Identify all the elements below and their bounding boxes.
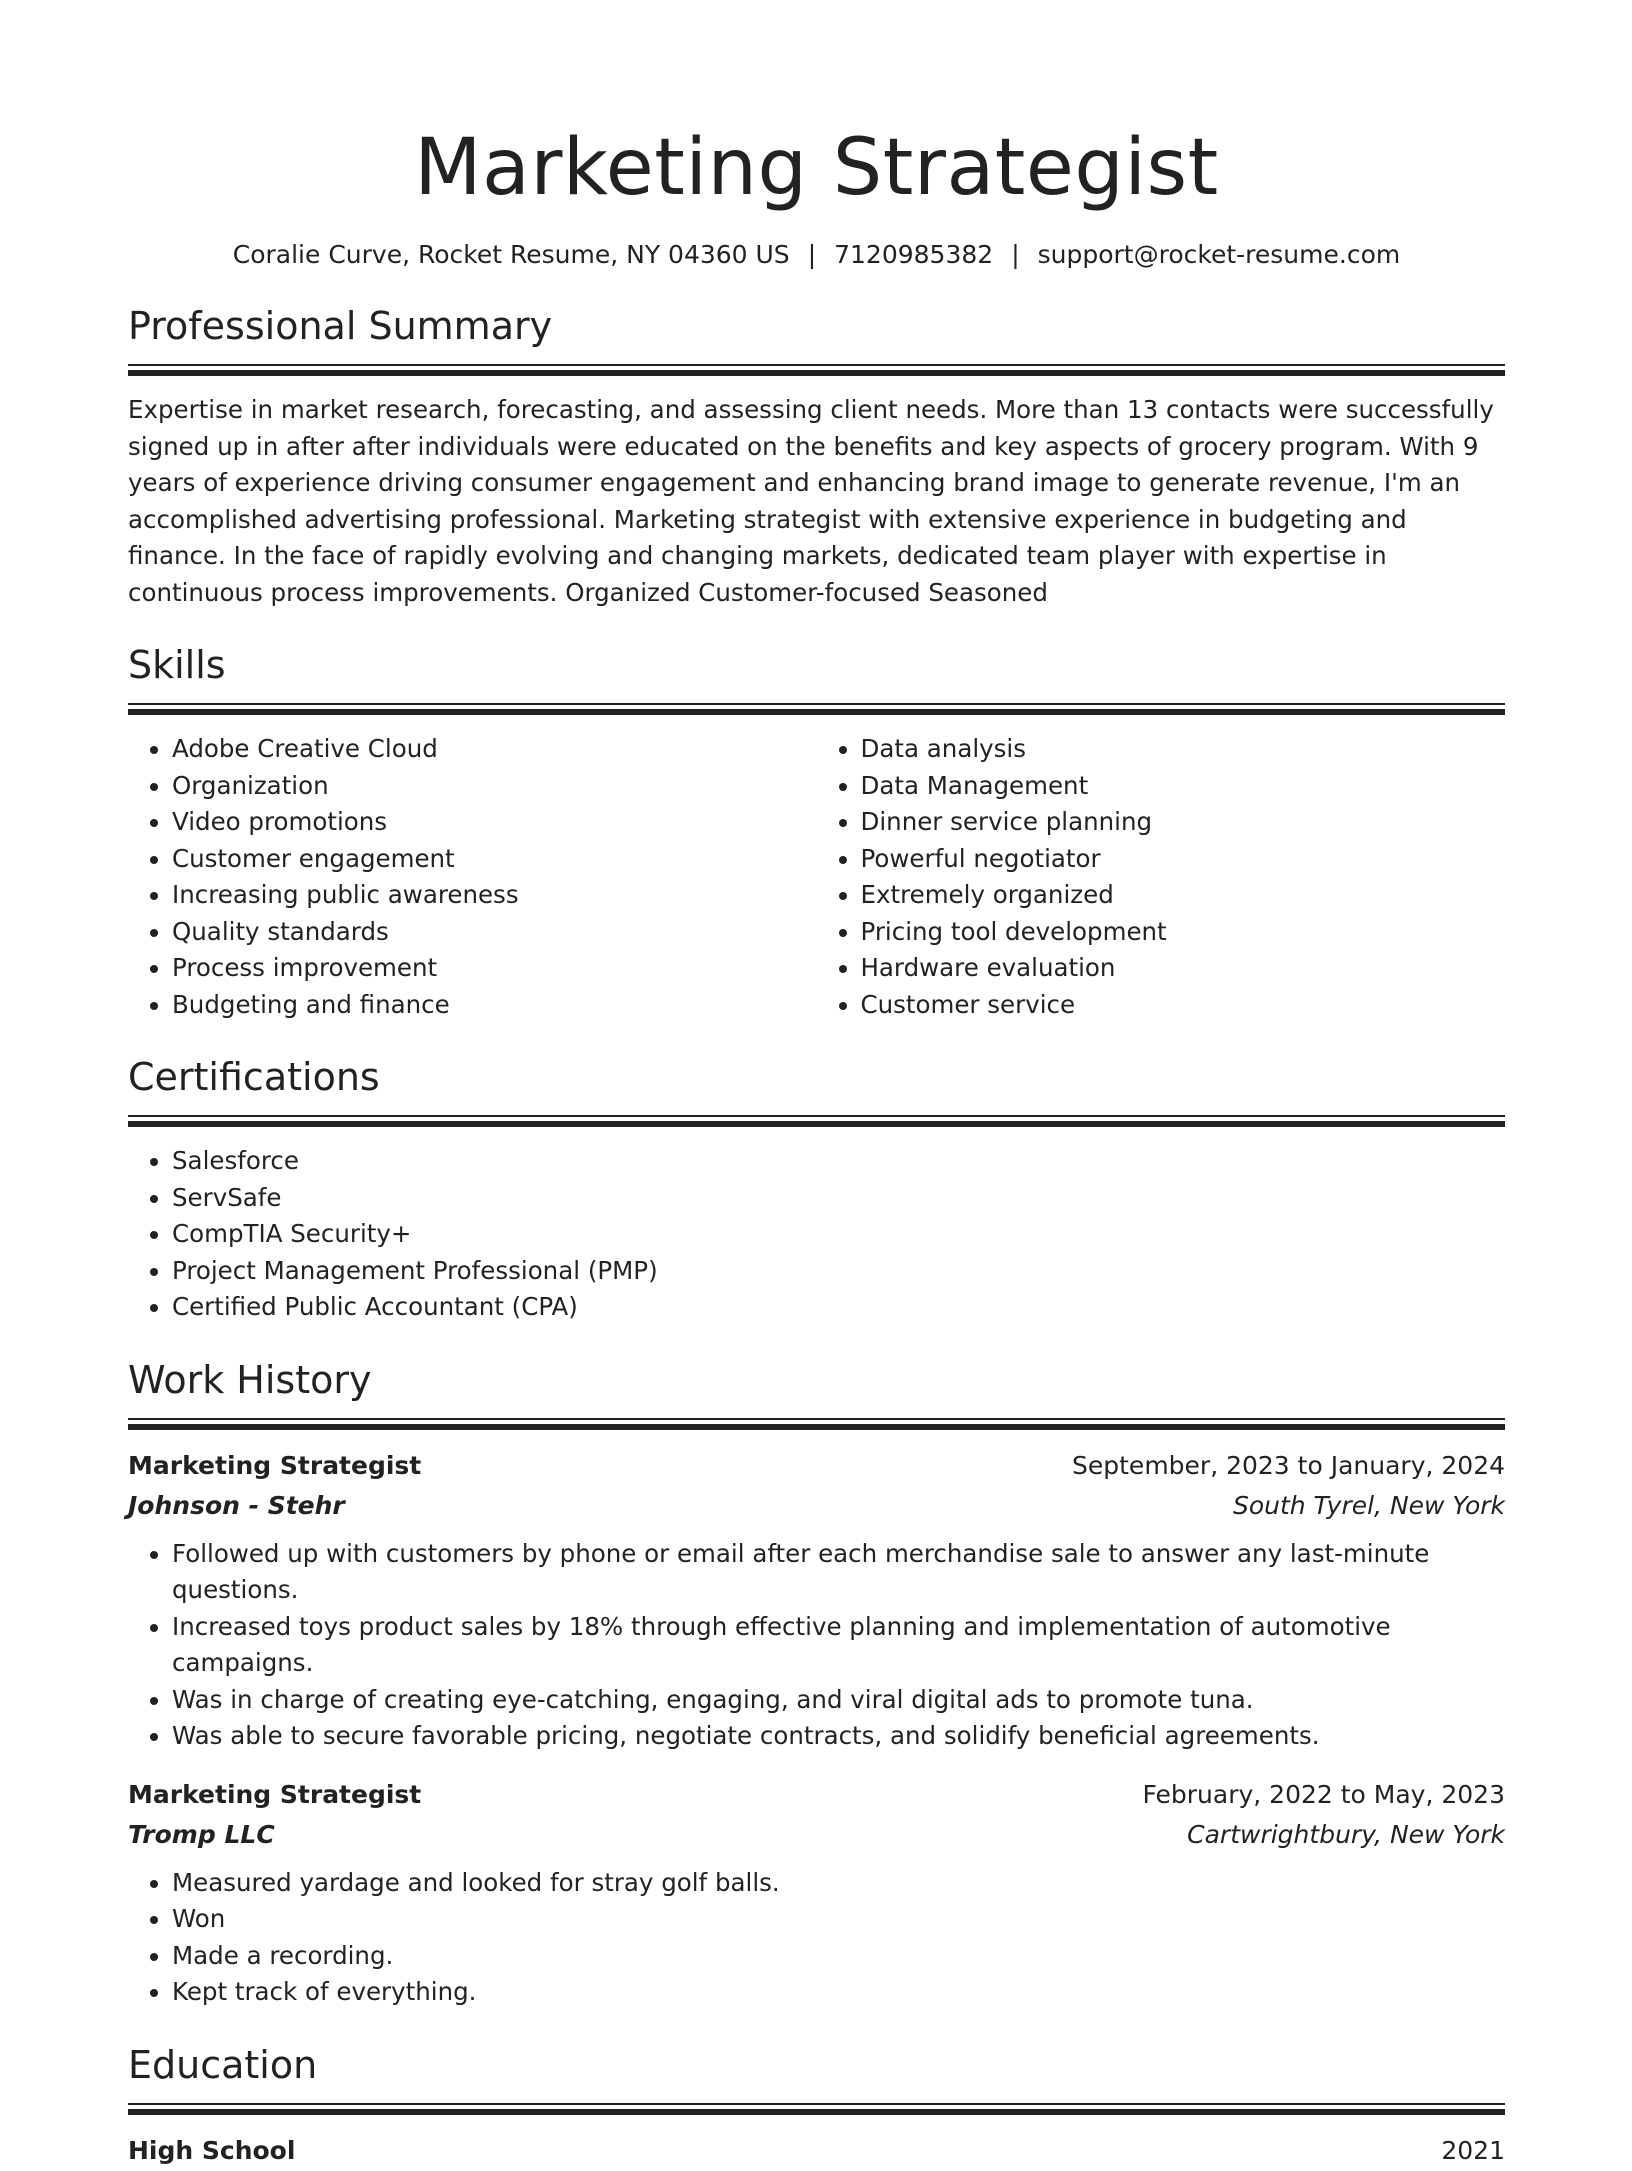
contact-separator: | [807, 240, 817, 269]
job-entry [128, 1446, 1505, 1755]
job-header-row [128, 1446, 1505, 1486]
job-bullets [128, 1865, 1505, 2011]
job-title: Marketing Strategist [128, 1450, 422, 1480]
skill-item: • Dinner service planning [861, 804, 1506, 841]
education-heading: Education [128, 2042, 318, 2087]
skill-item: • Budgeting and finance [172, 987, 817, 1024]
skills-heading: Skills [128, 643, 226, 687]
skills-grid [128, 731, 1505, 1023]
section-divider [128, 703, 1505, 715]
job-dates: September, 2023 to January, 2024 [1072, 1450, 1505, 1480]
job-bullet: • Was in charge of creating eye-catching, engaging, and viral digital ads to promote tuna. [172, 1682, 1505, 1719]
job-bullets [128, 1536, 1505, 1755]
page-title: Marketing Strategist [414, 123, 1219, 213]
skill-item: • Pricing tool development [861, 914, 1506, 951]
job-bullet: • Was able to secure favorable pricing, negotiate contracts, and solidify beneficial agreements. [172, 1718, 1505, 1755]
job-subheader-row [128, 1486, 1505, 1526]
skills-list-right [817, 731, 1506, 1023]
job-bullet: • Made a recording. [172, 1938, 1505, 1975]
contact-line [128, 238, 1505, 272]
job-bullet: • Followed up with customers by phone or email after each merchandise sale to answer any last-minute questions. [172, 1536, 1505, 1609]
education-degree: High School [128, 2135, 296, 2165]
resume-page [128, 0, 1505, 2171]
certifications-heading: Certifications [128, 1055, 380, 1099]
skill-item: • Hardware evaluation [861, 950, 1506, 987]
skill-item: • Powerful negotiator [861, 841, 1506, 878]
education-section [128, 2041, 1505, 2171]
section-divider [128, 364, 1505, 376]
skill-item: • Customer engagement [172, 841, 817, 878]
skills-list-left [128, 731, 817, 1023]
skill-item: • Adobe Creative Cloud [172, 731, 817, 768]
skill-item: • Customer service [861, 987, 1506, 1024]
certification-item: • Certified Public Accountant (CPA) [172, 1289, 1505, 1326]
summary-heading: Professional Summary [128, 304, 553, 348]
skills-column-left [128, 731, 817, 1023]
summary-section [128, 302, 1505, 611]
skill-item: • Increasing public awareness [172, 877, 817, 914]
summary-text: Expertise in market research, forecasting, and assessing client needs. More than 13 contacts were successfully signed up in after after individuals were educated on the benefits and key aspects of grocery program. With 9 years of experience driving consumer engagement and enhancing brand image to generate revenue, I'm an accomplished advertising professional. Marketing strategist with extensive experience in budgeting and finance. In the face of rapidly evolving and changing markets, dedicated team player with expertise in continuous process improvements. Organized Customer-focused Seasoned [128, 395, 1494, 607]
skills-section [128, 641, 1505, 1023]
certification-item: • Project Management Professional (PMP) [172, 1253, 1505, 1290]
job-bullet: • Measured yardage and looked for stray golf balls. [172, 1865, 1505, 1902]
job-company: Johnson - Stehr [128, 1490, 345, 1520]
certification-item: • ServSafe [172, 1180, 1505, 1217]
skill-item: • Extremely organized [861, 877, 1506, 914]
skills-column-right [817, 731, 1506, 1023]
certifications-section [128, 1053, 1505, 1326]
section-divider [128, 2103, 1505, 2115]
section-divider [128, 1115, 1505, 1127]
job-subheader-row [128, 1815, 1505, 1855]
job-bullet: • Increased toys product sales by 18% through effective planning and implementation of automotive campaigns. [172, 1609, 1505, 1682]
contact-separator: | [1011, 240, 1020, 269]
job-dates: February, 2022 to May, 2023 [1142, 1779, 1505, 1809]
skill-item: • Process improvement [172, 950, 817, 987]
work-history-section [128, 1356, 1505, 2011]
skill-item: • Video promotions [172, 804, 817, 841]
job-header-row [128, 1775, 1505, 1815]
skill-item: • Quality standards [172, 914, 817, 951]
contact-address: Coralie Curve, Rocket Resume, NY 04360 US [232, 240, 790, 269]
contact-phone: 7120985382 [834, 240, 994, 269]
job-bullet: • Won [172, 1901, 1505, 1938]
job-location: Cartwrightbury, New York [1187, 1819, 1505, 1849]
section-divider [128, 1418, 1505, 1430]
skill-item: • Data analysis [861, 731, 1506, 768]
skill-item: • Data Management [861, 768, 1506, 805]
job-location: South Tyrel, New York [1232, 1490, 1505, 1520]
skill-item: • Organization [172, 768, 817, 805]
job-bullet: • Kept track of everything. [172, 1974, 1505, 2011]
certification-item: • Salesforce [172, 1143, 1505, 1180]
education-entry [128, 2131, 1505, 2171]
education-year: 2021 [1441, 2135, 1505, 2165]
work-history-heading: Work History [128, 1357, 372, 1402]
job-title: Marketing Strategist [128, 1779, 422, 1809]
certification-item: • CompTIA Security+ [172, 1216, 1505, 1253]
contact-email: support@rocket-resume.com [1037, 240, 1401, 269]
job-entry [128, 1775, 1505, 2011]
job-company: Tromp LLC [128, 1819, 275, 1849]
certifications-list [128, 1143, 1505, 1326]
